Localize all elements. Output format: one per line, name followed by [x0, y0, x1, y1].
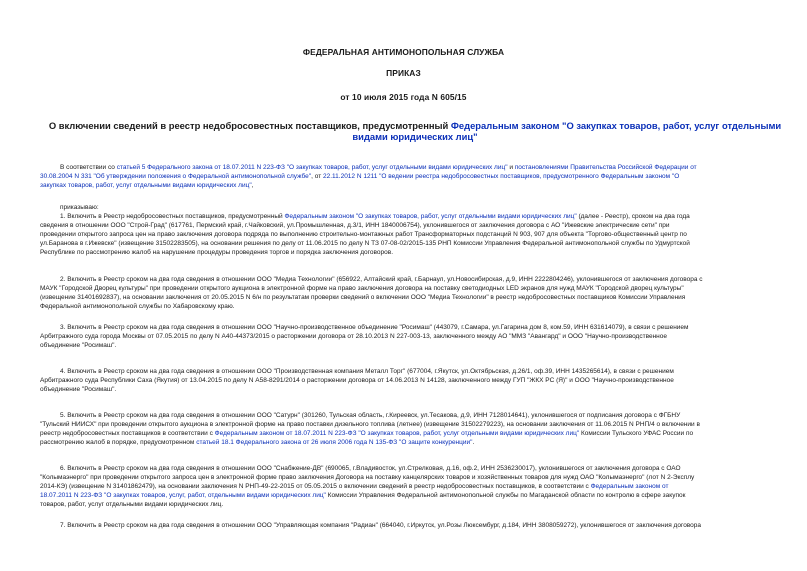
preamble-line — [40, 181, 253, 190]
text-run: , от — [311, 173, 323, 180]
text-run: и — [507, 164, 515, 171]
law-link[interactable]: 30.08.2004 N 331 "Об утверждении положения о Федеральной антимонопольной службе" — [40, 173, 312, 180]
item2-line: Федеральной антимонопольной службы по Хабаровскому краю. — [40, 303, 235, 310]
item6-line: товаров, работ, услуг отдельными видами юридических лиц. — [40, 501, 224, 508]
law-link[interactable]: 22.11.2012 N 1211 "О ведении реестра недобросовестных поставщиков, предусмотренного Федеральным законом "О — [322, 173, 680, 180]
law-link[interactable]: 18.07.2011 N 223-ФЗ "О закупках товаров, услуг, работ, отдельными видами юридических лиц" — [40, 492, 326, 499]
text-run: В соответствии со — [60, 164, 117, 171]
item5-line: "Тульский НИИСХ" при проведении открытого аукциона в электронной форме на право поставки дизельного топлива (летнее) (извещение 31502279223), на основании заключения от 11.06.2015 N РНП/4 о включении в — [40, 421, 700, 428]
text-run: . — [472, 439, 475, 446]
law-link[interactable]: статьей 18.1 Федерального закона от 26 июля 2006 года N 135-ФЗ "О защите конкуренции" — [196, 439, 473, 446]
document-title — [30, 120, 800, 142]
title-text: О включении сведений в реестр недобросовестных поставщиков, предусмотренный — [48, 120, 451, 131]
text-run: 1. Включить в Реестр недобросовестных поставщиков, предусмотренный — [60, 213, 285, 220]
law-link[interactable]: Федеральным законом "О закупках товаров, работ, услуг отдельными видами юридических лиц" — [284, 213, 577, 220]
item5-line: 5. Включить в Реестр сроком на два года сведения в отношении ООО "Сатурн" (301260, Тульская область, г.Киреевск, ул.Тесакова, д.9, ИНН 7128014641), уклонившегося от подписания договора с ФГБНУ — [60, 412, 681, 419]
item1-line: ул.Баранова в г.Ижевске" (извещение 31502283505), на основании решения по делу от 11.06.2015 по делу N ТЗ 07-08-02/2015-135 РНП Комиссии Управления Федеральной антимонопольной службы по Удмуртской — [40, 240, 690, 247]
preamble-line — [40, 172, 679, 181]
text-run: (далее - Реестр), сроком на два года — [576, 213, 690, 220]
text-run: Комиссии Управления Федеральной антимонопольной службы по Магаданской области по контролю в сфере закупок — [325, 492, 686, 499]
doc-date-number: от 10 июля 2015 года N 605/15 — [340, 92, 467, 102]
text-run: , — [251, 182, 254, 189]
item4-line: 4. Включить в Реестр сроком на два года сведения в отношении ООО "Производственная компания Металл Торг" (677004, г.Якутск, ул.Октябрьская, д.26/1, оф.39, ИНН 1435265614), в связи с решением — [60, 368, 674, 375]
item6-line — [40, 482, 668, 491]
item1-line — [60, 212, 690, 221]
item6-line — [40, 491, 685, 500]
item6-line: 6. Включить в Реестр сроком на два года сведения в отношении ООО "Снабжение-ДВ" (690065, г.Владивосток, ул.Стрелковая, д.16, оф.2, ИНН 2536230017), уклонившегося от заключения договора с ОАО — [60, 465, 681, 472]
item3-line: 3. Включить в Реестр сроком на два года сведения в отношении ООО "Научно-производственное объединение "Росимаш" (443079, г.Самара, ул.Гагарина дом 8, ком.59, ИНН 631614079), в связи с решением — [60, 324, 689, 331]
item2-line: МАУК "Городской Дворец культуры" при проведении открытого аукциона в электронной форме на право заключения договора на поставку светодиодных LED экранов для нужд МАУК "Городской дворец культуры" — [40, 285, 684, 292]
order-word: приказываю: — [60, 204, 99, 211]
item5-line — [40, 429, 693, 438]
law-link[interactable]: закупках товаров, работ, услуг отдельными видами юридических лиц" — [40, 182, 252, 189]
text-run: Комиссии Тульского УФАС России по — [579, 430, 694, 437]
item1-line: Республике по рассмотрению жалоб на нарушение процедуры проведения торгов и порядка заключения договоров. — [40, 249, 393, 256]
item4-line: объединение "Росимаш". — [40, 386, 117, 393]
text-run: 2014-КЭ) (извещение N 31401862479), на основании заключения N РНП-49-22-2015 от 05.05.2015 о включении сведений в реестр недобросовестных поставщиков, в соответствии с — [40, 483, 589, 490]
item1-line: проведении открытого запроса цен на право заключения договора подряда по выполнению строительно-монтажных работ Трансформаторных подстанций N 903, 907 для объекта "Торгово-общественный центр по — [40, 231, 687, 238]
item2-line: 2. Включить в Реестр сроком на два года сведения в отношении ООО "Медиа Технологии" (656922, Алтайский край, г.Барнаул, ул.Новосибирская, д.9, ИНН 2222804246), уклонившегося от заключения договора с — [60, 276, 703, 283]
item7-line: 7. Включить в Реестр сроком на два года сведения в отношении ООО "Управляющая компания "Радиан" (664040, г.Иркутск, ул.Розы Люксембург, д.184, ИНН 3808059272), уклонившегося от заключения договора — [60, 522, 702, 529]
item4-line: Арбитражного суда Республики Саха (Якутия) от 13.04.2015 по делу N А58-8291/2014 о расторжении договора от 14.06.2013 N 14128, заключенного между ГУП "ЖКХ РС (Я)" и ООО "Научно-производственное — [40, 377, 674, 384]
item1-line: сведения в отношении ООО "Строй-Град" (617761, Пермский край, г.Чайковский, ул.Промышленная, д.3/1, ИНН 1840006754), уклонившегося от заключения договора с АО "Ижевские электрические сети" при — [40, 222, 670, 229]
agency-name: ФЕДЕРАЛЬНАЯ АНТИМОНОПОЛЬНАЯ СЛУЖБА — [302, 47, 505, 57]
law-link[interactable]: статьей 5 Федерального закона от 18.07.2011 N 223-ФЗ "О закупках товаров, работ, услуг отдельными видами юридических лиц" — [116, 164, 508, 171]
item2-line: (извещение 31401692837), на основании заключения от 20.05.2015 N 6/н по результатам проверки сведений о включении ООО "Медиа Технологии" в реестр недобросовестных поставщиков Комиссии Управления — [40, 294, 686, 301]
text-run: реестр недобросовестных поставщиков в соответствии с — [40, 430, 215, 437]
text-run: рассмотрению жалоб в порядке, предусмотренном — [40, 439, 197, 446]
item6-line: "Колымаэнерго" при проведении открытого запроса цен в электронной форме право заключения Договора на поставку канцелярских товаров и хозяйственных товаров для нужд ОАО "Колымаэнерго" (лот N 2-Эксплу — [40, 474, 695, 481]
item3-line: Арбитражного суда города Москвы от 07.05.2015 по делу N А40-44373/2015 о расторжении договора от 28.10.2013 N 227-003-13, заключенного между АО "ММЗ "Авангард" и ООО "Научно-производственное — [40, 333, 667, 340]
item5-line — [40, 438, 474, 447]
law-link[interactable]: Федеральным законом от 18.07.2011 N 223-ФЗ "О закупках товаров, работ, услуг отдельными видами юридических лиц" — [214, 430, 580, 437]
doc-type: ПРИКАЗ — [386, 68, 421, 78]
law-link[interactable]: постановлениями Правительства Российской Федерации от — [514, 164, 697, 171]
item3-line: объединение "Росимаш". — [40, 342, 117, 349]
preamble-line — [60, 163, 697, 172]
law-link[interactable]: Федеральным законом от — [590, 483, 669, 490]
title-law-link[interactable]: Федеральным законом "О закупках товаров, работ, услуг отдельными видами юридических лиц" — [352, 120, 782, 142]
